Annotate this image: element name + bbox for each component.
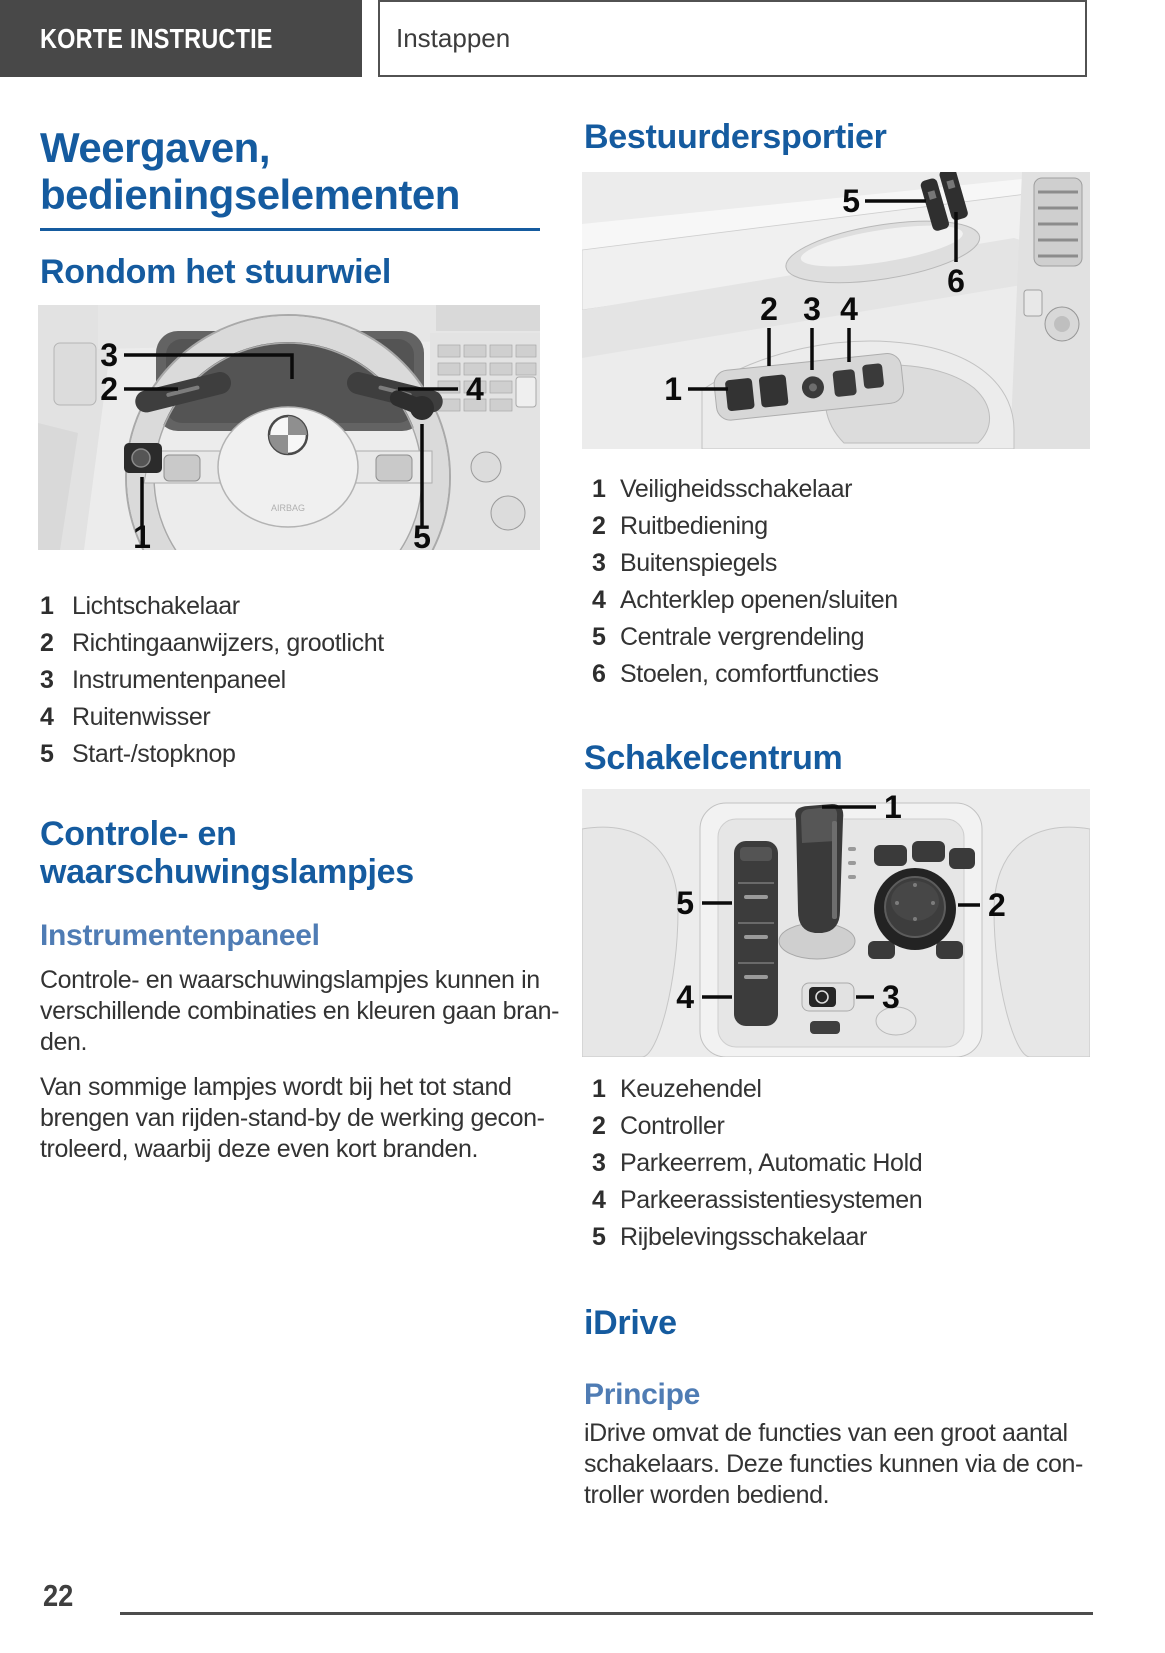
section-heading-controle: Controle- en waarschuwingslampjes: [40, 815, 414, 891]
schakelcentrum-legend-list: [584, 1071, 1090, 1256]
list-item-label: Parkeerrem, Automatic Hold: [620, 1149, 923, 1177]
section-heading-stuurwiel: Rondom het stuurwiel: [40, 253, 392, 291]
list-item-number: 4: [592, 1186, 606, 1214]
list-item: [584, 471, 1090, 508]
callout-number: 1: [884, 789, 902, 825]
figure-steering-wheel: [38, 305, 540, 550]
paragraph-line: troller worden bediend.: [584, 1481, 830, 1509]
callout-number: 2: [100, 371, 118, 407]
list-item-label: Richtingaanwijzers, grootlicht: [72, 629, 384, 657]
list-item: [40, 588, 540, 625]
list-item-label: Keuzehendel: [620, 1075, 762, 1103]
list-item-label: Ruitbediening: [620, 512, 768, 540]
subheading-principe: Principe: [584, 1378, 700, 1411]
list-item: [40, 699, 540, 736]
list-item-number: 5: [592, 623, 606, 651]
main-title: Weergaven, bedieningselementen: [40, 124, 540, 231]
list-item-number: 5: [592, 1223, 606, 1251]
list-item-number: 2: [592, 1112, 606, 1140]
list-item-label: Achterklep openen/sluiten: [620, 586, 898, 614]
spoke-buttons-left: [164, 455, 200, 481]
list-item-label: Rijbelevingsschakelaar: [620, 1223, 867, 1251]
list-item-label: Instrumentenpaneel: [72, 666, 286, 694]
callout-number: 4: [676, 979, 694, 1015]
callout-number: 4: [466, 371, 484, 407]
list-item-label: Stoelen, comfortfuncties: [620, 660, 879, 688]
list-item: [584, 656, 1090, 693]
paragraph-line: iDrive omvat de functies van een groot aantal: [584, 1419, 1068, 1447]
drive-mode-switch-panel: [734, 841, 778, 1026]
list-item-number: 6: [592, 660, 606, 688]
stalk-end-knob: [410, 396, 434, 420]
list-item-label: Start-/stopknop: [72, 740, 236, 768]
header-section-label: KORTE INSTRUCTIE: [40, 22, 273, 54]
paragraph: [40, 965, 560, 1058]
portier-legend-list: [584, 471, 1090, 693]
parking-brake-button: [809, 987, 836, 1007]
list-item: [584, 1182, 1090, 1219]
callout-number: 2: [760, 291, 778, 327]
paragraph-line: Van sommige lampjes wordt bij het tot stand: [40, 1073, 512, 1101]
list-item: [584, 1145, 1090, 1182]
callout-number: 1: [664, 371, 682, 407]
list-item: [584, 545, 1090, 582]
page-number: 22: [43, 1578, 74, 1613]
list-item-number: 1: [592, 475, 606, 503]
figure-center-console: [582, 789, 1090, 1057]
list-item-number: 2: [592, 512, 606, 540]
header-chapter-label: Instappen: [396, 23, 511, 53]
list-item-label: Parkeerassistentiesystemen: [620, 1186, 923, 1214]
auto-hold-button: [810, 1021, 840, 1034]
figure-driver-door: [582, 172, 1090, 449]
list-item-number: 3: [592, 549, 606, 577]
paragraph-line: brengen van rijden-stand-by de werking gecon-: [40, 1104, 545, 1132]
callout-number: 6: [947, 263, 965, 299]
callout-number: 2: [988, 887, 1006, 923]
paragraph: [40, 1072, 545, 1165]
list-item: [40, 736, 540, 773]
list-item-label: Veiligheidsschakelaar: [620, 475, 853, 503]
paragraph-line: verschillende combinaties en kleuren gaan bran-: [40, 997, 560, 1025]
list-item: [584, 1071, 1090, 1108]
paragraph-line: den.: [40, 1028, 88, 1056]
airbag-label: AIRBAG: [270, 503, 306, 513]
list-item: [584, 1108, 1090, 1145]
paragraph: [584, 1418, 1090, 1511]
list-item-number: 3: [40, 666, 54, 694]
list-item-label: Buitenspiegels: [620, 549, 778, 577]
list-item: [584, 582, 1090, 619]
callout-number: 3: [100, 337, 118, 373]
section-heading-idrive: iDrive: [584, 1304, 677, 1342]
list-item-label: Ruitenwisser: [72, 703, 211, 731]
list-item: [584, 619, 1090, 656]
list-item-label: Centrale vergrendeling: [620, 623, 865, 651]
paragraph-line: schakelaars. Deze functies kunnen via de con-: [584, 1450, 1083, 1478]
right-column: [582, 0, 1090, 1511]
list-item-number: 1: [592, 1075, 606, 1103]
callout-number: 3: [803, 291, 821, 327]
list-item: [584, 1219, 1090, 1256]
stuurwiel-legend-list: [40, 588, 540, 773]
callout-number: 3: [882, 979, 900, 1015]
list-item-number: 4: [592, 586, 606, 614]
list-item: [40, 662, 540, 699]
list-item: [40, 625, 540, 662]
subheading-instrumentenpaneel: Instrumentenpaneel: [40, 919, 320, 952]
list-item-number: 2: [40, 629, 54, 657]
list-item-label: Controller: [620, 1112, 725, 1140]
list-item-number: 4: [40, 703, 54, 731]
list-item-number: 3: [592, 1149, 606, 1177]
callout-number: 5: [842, 183, 860, 219]
list-item: [584, 508, 1090, 545]
section-heading-schakelcentrum: Schakelcentrum: [584, 739, 843, 777]
list-item-number: 1: [40, 592, 54, 620]
callout-number: 5: [413, 519, 431, 550]
callout-number: 5: [676, 885, 694, 921]
section-heading-bestuurdersportier: Bestuurdersportier: [584, 118, 887, 156]
spoke-buttons-right: [376, 455, 412, 481]
callout-number: 1: [133, 519, 151, 550]
paragraph-line: Controle- en waarschuwingslampjes kunnen in: [40, 966, 540, 994]
list-item-number: 5: [40, 740, 54, 768]
callout-number: 4: [840, 291, 858, 327]
paragraph-line: troleerd, waarbij deze even kort branden.: [40, 1135, 479, 1163]
footer-rule: [120, 1612, 1093, 1615]
left-column: [38, 0, 560, 1165]
list-item-label: Lichtschakelaar: [72, 592, 240, 620]
